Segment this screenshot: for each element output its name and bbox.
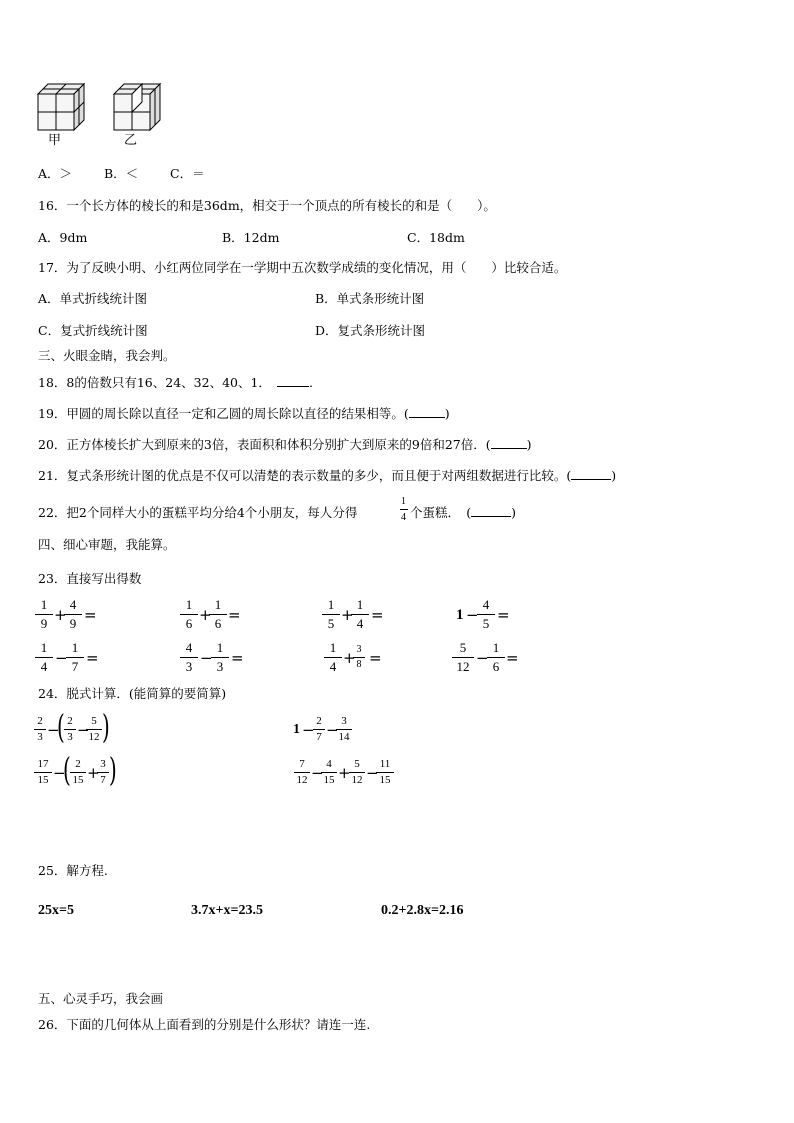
q23-r1c2-frac-a: $\frac{1}{6}$	[180, 598, 198, 630]
q23-r2c1-frac-b: $\frac{1}{7}$	[66, 641, 84, 673]
cube-figure-yi	[112, 82, 164, 134]
minus-sign: −	[77, 721, 90, 739]
q18-text: 18．8的倍数只有16、24、32、40、1．	[38, 375, 271, 390]
plus-sign: +	[343, 649, 356, 667]
q16-option-a: A．9dm	[38, 230, 88, 245]
plus-sign: +	[341, 606, 354, 624]
q17-option-b: B．单式条形统计图	[315, 291, 425, 306]
equals-sign: =	[369, 649, 382, 667]
plus-sign: +	[87, 764, 100, 782]
plus-sign: +	[338, 764, 351, 782]
equals-sign: =	[371, 606, 384, 624]
q22-pre: 22．把2个同样大小的蛋糕平均分给4个小朋友，每人分得	[38, 505, 358, 520]
right-paren: )	[102, 707, 110, 746]
q16-stem: 16．一个长方体的棱长的和是36dm，相交于一个顶点的所有棱长的和是（ ）。	[38, 198, 496, 213]
equals-sign: =	[86, 649, 99, 667]
q20-blank	[491, 448, 527, 449]
section-3-heading: 三、火眼金睛，我会判。	[38, 348, 176, 363]
q23-r2c1-frac-a: $\frac{1}{4}$	[35, 641, 53, 673]
q23-r1c1-frac-b: $\frac{4}{9}$	[64, 598, 82, 630]
q17-option-c: C．复式折线统计图	[38, 323, 148, 338]
q25-equation-2: 3.7x+x=23.5	[191, 903, 263, 918]
q21-text: 21．复式条形统计图的优点是不仅可以清楚的表示数量的多少，而且便于对两组数据进行比较。(	[38, 468, 572, 483]
q19-text: 19．甲圆的周长除以直径一定和乙圆的周长除以直径的结果相等。(	[38, 406, 409, 421]
q24-e4-frac: $\frac{11}{15}$	[376, 759, 394, 786]
q21-blank	[571, 479, 611, 480]
q24-e1-frac: $\frac{2}{3}$	[34, 716, 46, 743]
q15-option-b: B．＜	[104, 166, 139, 181]
q16-option-b: B．12dm	[222, 230, 280, 245]
equals-sign: =	[497, 606, 510, 624]
q24-e4-frac: $\frac{4}{15}$	[321, 759, 337, 786]
equals-sign: =	[84, 606, 97, 624]
q20-text: 20．正方体棱长扩大到原来的3倍，表面积和体积分别扩大到原来的9倍和27倍．(	[38, 437, 491, 452]
minus-sign: −	[302, 721, 315, 739]
q17-option-d: D．复式条形统计图	[315, 323, 426, 338]
q24-e2-one: 1	[293, 722, 300, 737]
q22-close: )	[511, 505, 517, 520]
section-5-heading: 五、心灵手巧，我会画	[38, 991, 164, 1006]
cube-figure-jia	[36, 82, 88, 134]
q19-blank	[409, 417, 445, 418]
q22-post-text: 个蛋糕． (	[410, 505, 472, 520]
q23-r1c2-frac-b: $\frac{1}{6}$	[209, 598, 227, 630]
q23-r1c4-one: 1	[456, 607, 464, 623]
minus-sign: −	[47, 721, 60, 739]
q15-option-a: A．＞	[38, 166, 73, 181]
q24-e4-frac: $\frac{5}{12}$	[349, 759, 365, 786]
q24-e1-frac: $\frac{5}{12}$	[86, 716, 102, 743]
q16-option-c: C．18dm	[407, 230, 465, 245]
q15-option-c: C．＝	[170, 166, 205, 181]
q23-r1c1-frac-a: $\frac{1}{9}$	[35, 598, 53, 630]
q23-r2c4-frac-b: $\frac{1}{6}$	[487, 641, 505, 673]
q22-frac-line	[400, 509, 408, 510]
q20	[38, 439, 532, 452]
q20-close: )	[526, 437, 532, 452]
q19-close: )	[444, 406, 450, 421]
q22-post	[410, 507, 516, 520]
left-paren: (	[63, 750, 71, 789]
minus-sign: −	[311, 764, 324, 782]
q17-stem: 17．为了反映小明、小红两位同学在一学期中五次数学成绩的变化情况，用（ ）比较合适。	[38, 260, 567, 275]
q24-e1-frac: $\frac{2}{3}$	[64, 716, 76, 743]
q22-frac-den: 4	[401, 512, 406, 523]
figure-label-jia: 甲	[48, 133, 62, 148]
q25-equation-1: 25x=5	[38, 903, 74, 918]
minus-sign: −	[466, 606, 479, 624]
q23-r1c4-frac: $\frac{4}{5}$	[477, 598, 495, 630]
q17-option-a: A．单式折线统计图	[38, 291, 148, 306]
q23-r2c4-frac-a: $\frac{5}{12}$	[452, 641, 474, 673]
plus-sign: +	[54, 606, 67, 624]
q18	[38, 377, 313, 390]
q23-r1c3-frac-a: $\frac{1}{5}$	[322, 598, 340, 630]
equals-sign: =	[228, 606, 241, 624]
q23-title: 23．直接写出得数	[38, 571, 142, 586]
q21-close: )	[611, 468, 617, 483]
right-paren: )	[109, 750, 117, 789]
minus-sign: −	[55, 649, 68, 667]
minus-sign: −	[326, 721, 339, 739]
q24-e3-frac: $\frac{17}{15}$	[34, 759, 52, 786]
q22-frac-num: 1	[401, 496, 406, 507]
q23-r2c2-frac-b: $\frac{1}{3}$	[211, 641, 229, 673]
figure-label-yi: 乙	[124, 133, 138, 148]
q18-end: .	[308, 375, 313, 390]
q23-r2c3-frac-b: $\frac{3}{8}$	[353, 645, 365, 670]
q19	[38, 408, 450, 421]
q18-blank	[277, 386, 309, 387]
q24-title: 24．脱式计算．(能简算的要简算)	[38, 686, 227, 701]
section-4-heading: 四、细心审题，我能算。	[38, 537, 176, 552]
q23-r1c3-frac-b: $\frac{1}{4}$	[351, 598, 369, 630]
q25-title: 25．解方程.	[38, 863, 108, 878]
q23-r2c2-frac-a: $\frac{4}{3}$	[180, 641, 198, 673]
left-paren: (	[57, 707, 65, 746]
q26-stem: 26．下面的几何体从上面看到的分别是什么形状？请连一连.	[38, 1017, 371, 1032]
minus-sign: −	[200, 649, 213, 667]
q23-r2c3-frac-a: $\frac{1}{4}$	[324, 641, 342, 673]
equals-sign: =	[231, 649, 244, 667]
minus-sign: −	[53, 764, 66, 782]
q25-equation-3: 0.2+2.8x=2.16	[381, 903, 464, 918]
q24-e4-frac: $\frac{7}{12}$	[294, 759, 310, 786]
q24-e2-frac: $\frac{2}{7}$	[313, 716, 325, 743]
equals-sign: =	[506, 649, 519, 667]
q24-e3-frac: $\frac{2}{15}$	[70, 759, 86, 786]
minus-sign: −	[366, 764, 379, 782]
q24-e2-frac: $\frac{3}{14}$	[336, 716, 352, 743]
plus-sign: +	[199, 606, 212, 624]
minus-sign: −	[476, 649, 489, 667]
q24-e3-frac: $\frac{3}{7}$	[97, 759, 109, 786]
q21	[38, 470, 616, 483]
q22-blank	[471, 516, 511, 517]
